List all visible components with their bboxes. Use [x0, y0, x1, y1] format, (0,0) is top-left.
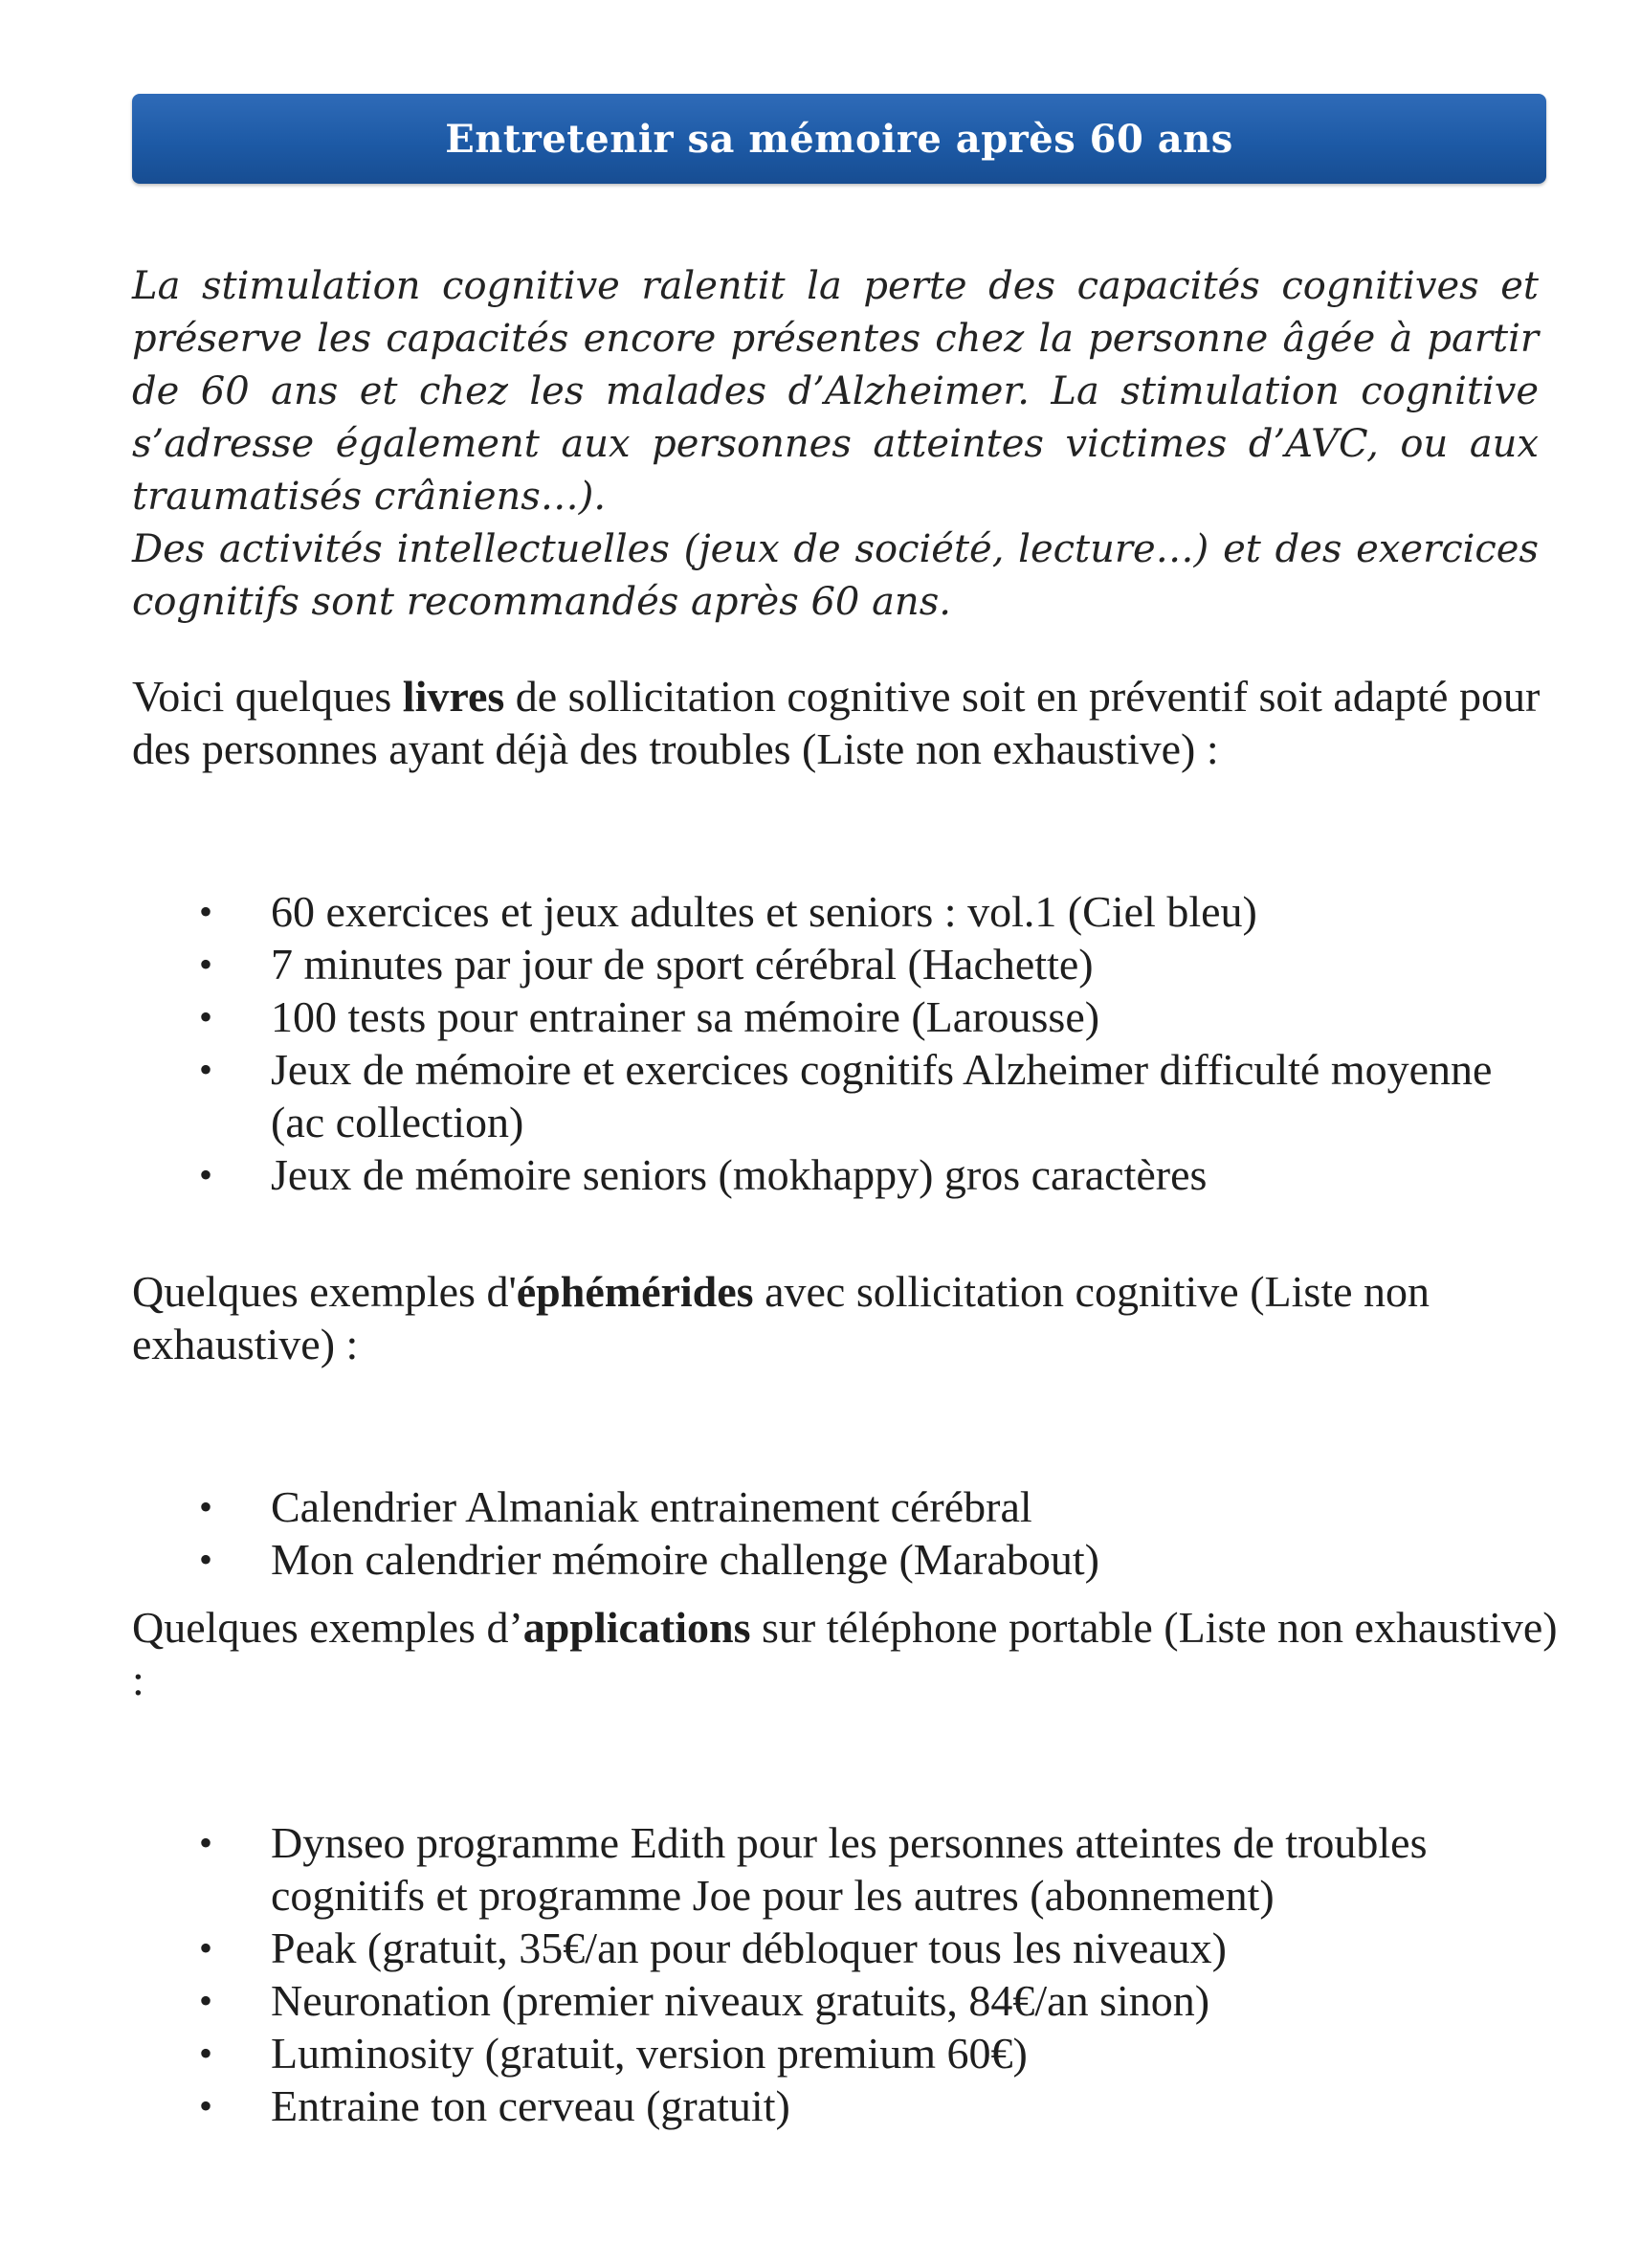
ephemerides-list [132, 1480, 1558, 1586]
list-item: • Mon calendrier mémoire challenge (Marabout) [132, 1533, 1543, 1586]
ephemerides-lead-start: Quelques exemples d' [132, 1267, 517, 1316]
apps-lead-start: Quelques exemples d’ [132, 1603, 523, 1652]
list-item: • Peak (gratuit, 35€/an pour débloquer tous les niveaux) [132, 1922, 1543, 1974]
apps-section [132, 1601, 1558, 2132]
ephemerides-section [132, 1265, 1558, 1586]
list-item: • Jeux de mémoire seniors (mokhappy) gros caractères [132, 1148, 1543, 1201]
apps-keyword: applications [522, 1603, 751, 1652]
list-item: • 100 tests pour entrainer sa mémoire (Larousse) [132, 990, 1543, 1043]
list-item: • Neuronation (premier niveaux gratuits, 84€/an sinon) [132, 1974, 1543, 2027]
list-item: • Luminosity (gratuit, version premium 60€) [132, 2027, 1543, 2079]
books-lead-end: de sollicitation cognitive soit en préventif soit adapté pour des personnes ayant déjà des troubles (Liste non exhaustive) : [132, 672, 1541, 773]
ephemerides-lead [132, 1265, 1558, 1370]
apps-lead [132, 1601, 1558, 1706]
list-item: • 7 minutes par jour de sport cérébral (Hachette) [132, 938, 1543, 990]
list-item: • Jeux de mémoire et exercices cognitifs Alzheimer difficulté moyenne (ac collection) [132, 1043, 1543, 1148]
list-item: • 60 exercices et jeux adultes et seniors : vol.1 (Ciel bleu) [132, 885, 1543, 938]
books-lead-start: Voici quelques [132, 672, 403, 721]
books-lead [132, 670, 1558, 775]
intro-paragraph-2: Des activités intellectuelles (jeux de société, lecture…) et des exercices cognitifs sont recommandés après 60 ans. [132, 527, 1539, 624]
intro-text [132, 260, 1539, 629]
page-title: Entretenir sa mémoire après 60 ans [445, 116, 1233, 162]
list-item: • Calendrier Almaniak entrainement cérébral [132, 1480, 1543, 1533]
books-list [132, 885, 1558, 1201]
apps-lead-end: sur téléphone portable (Liste non exhaustive) : [132, 1603, 1558, 1704]
ephemerides-keyword: éphémérides [516, 1267, 754, 1316]
books-section [132, 670, 1558, 1201]
intro-paragraph-1: La stimulation cognitive ralentit la perte des capacités cognitives et préserve les capacités encore présentes chez la personne âgée à partir de 60 ans et chez les malades d’Alzheimer. La stimulation cognitive s’adresse également aux personnes atteintes victimes d’AVC, ou aux traumatisés crâniens…). [132, 264, 1539, 519]
title-banner [132, 94, 1546, 184]
list-item: • Entraine ton cerveau (gratuit) [132, 2079, 1543, 2132]
ephemerides-lead-end: avec sollicitation cognitive (Liste non exhaustive) : [132, 1267, 1430, 1368]
books-keyword: livres [402, 672, 505, 721]
apps-list [132, 1816, 1558, 2132]
list-item: • Dynseo programme Edith pour les personnes atteintes de troubles cognitifs et programme Joe pour les autres (abonnement) [132, 1816, 1543, 1922]
